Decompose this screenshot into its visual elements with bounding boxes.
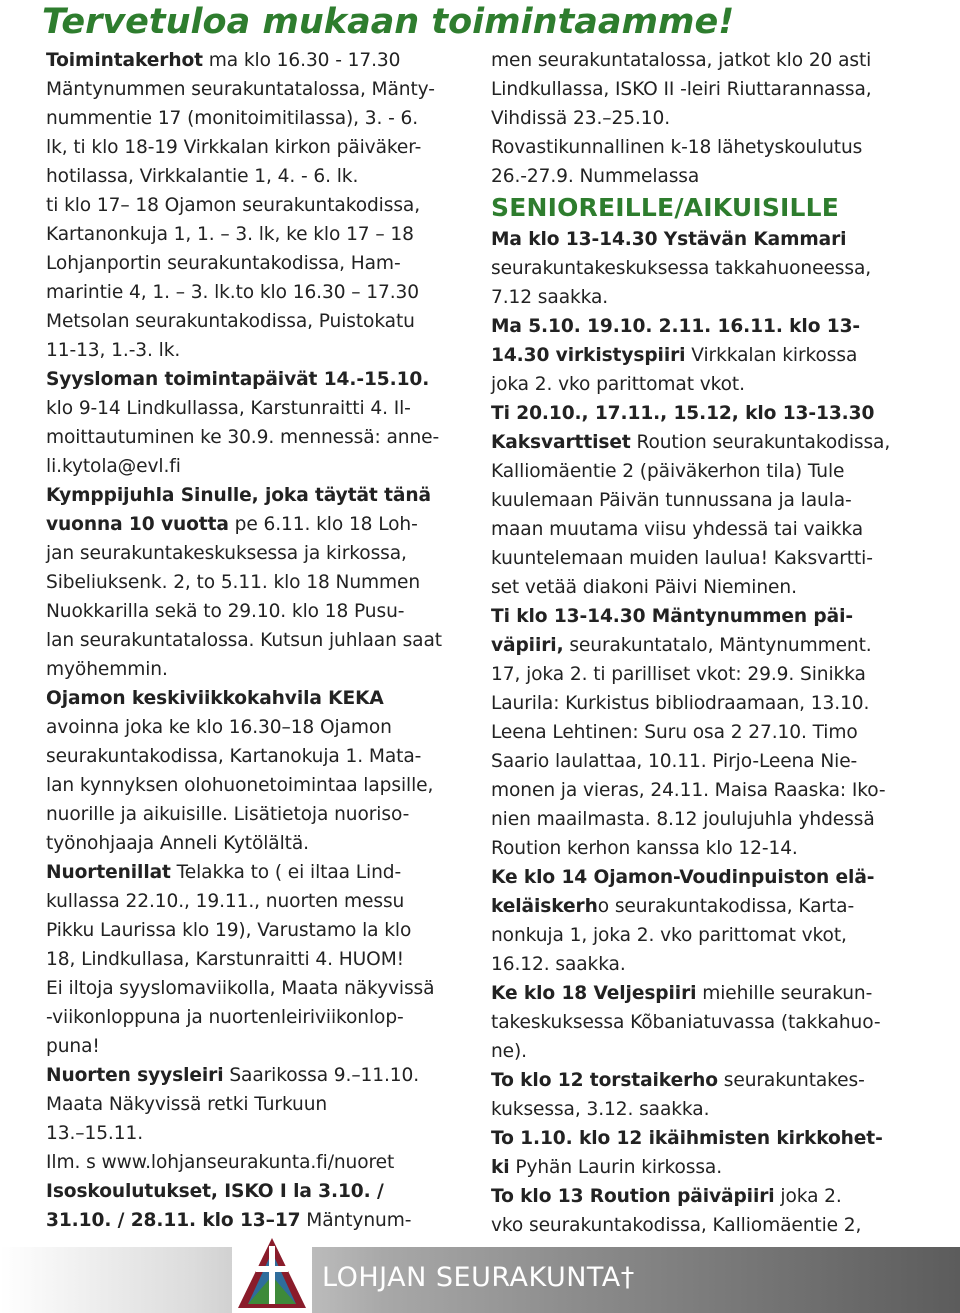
body-text: nien maailmasta. 8.12 joulujuhla yhdessä [491,809,875,830]
text-line [491,191,916,225]
text-line [491,718,916,747]
text-line [491,457,916,486]
body-text: Sibeliuksenk. 2, to 5.11. klo 18 Nummen [46,572,421,593]
text-line [491,1095,916,1124]
bold-text: Ti klo 13-14.30 Mäntynummen päi- [491,606,853,627]
body-text: ma klo 16.30 - 17.30 [202,50,401,71]
text-line [491,573,916,602]
body-text: Mäntynummen seurakuntatalossa, Mänty- [46,79,435,100]
text-line [46,568,466,597]
bold-text: 14.30 virkistyspiiri [491,345,686,366]
text-line [46,713,466,742]
body-text: Virkkalan kirkossa [685,345,858,366]
text-line [46,626,466,655]
text-line [46,858,466,887]
body-text: lan seurakuntatalossa. Kutsun juhlaan saat [46,630,442,651]
body-text: Maata Näkyvissä retki Turkuun [46,1094,328,1115]
body-text: Pikku Laurissa klo 19), Varustamo la klo [46,920,412,941]
text-line [46,191,466,220]
body-text: miehille seurakun- [696,983,873,1004]
body-text: seurakuntakeskuksessa takkahuoneessa, [491,258,872,279]
text-line [491,1211,916,1240]
body-text: Vihdissä 23.–25.10. [491,108,671,129]
bold-text: keläiskerh [491,896,598,917]
text-line [46,684,466,713]
body-text: joka 2. vko parittomat vkot. [491,374,745,395]
body-text: seurakuntakes- [717,1070,865,1091]
right-text-column [491,46,916,1240]
text-line [46,829,466,858]
bold-text: Nuortenillat [46,862,171,883]
body-text: kuuntelemaan muiden laulua! Kaksvartti- [491,548,873,569]
text-line [491,979,916,1008]
body-text: nummentie 17 (monitoimitilassa), 3. - 6. [46,108,419,129]
text-line [491,486,916,515]
body-text: Saarikossa 9.–11.10. [223,1065,420,1086]
body-text: lan kynnyksen olohuonetoimintaa lapsille, [46,775,434,796]
body-text: työnohjaaja Anneli Kytölältä. [46,833,309,854]
body-text: marintie 4, 1. – 3. lk.to klo 16.30 – 17.30 [46,282,419,303]
page-title: Tervetuloa mukaan toimintaamme! [42,2,735,42]
bold-text: Ke klo 14 Ojamon-Voudinpuiston elä- [491,867,875,888]
body-text: nuorille ja aikuisille. Lisätietoja nuoriso- [46,804,410,825]
text-line [491,544,916,573]
text-line [46,771,466,800]
text-line [46,423,466,452]
text-line [491,1008,916,1037]
text-line [46,394,466,423]
text-line [491,104,916,133]
text-line [46,452,466,481]
body-text: myöhemmin. [46,659,168,680]
bold-text: Isoskoulutukset, ISKO I la 3.10. / [46,1181,384,1202]
body-text: ti klo 17– 18 Ojamon seurakuntakodissa, [46,195,421,216]
body-text: Roution seurakuntakodissa, [630,432,891,453]
body-text: klo 9-14 Lindkullassa, Karstunraitti 4. Il- [46,398,411,419]
text-line [46,655,466,684]
text-line [46,1032,466,1061]
body-text: Saario laulattaa, 10.11. Pirjo-Leena Nie- [491,751,858,772]
bold-text: Ke klo 18 Veljespiiri [491,983,697,1004]
body-text: puna! [46,1036,100,1057]
body-text: monen ja vieras, 24.11. Maisa Raaska: Iko- [491,780,886,801]
text-line [491,631,916,660]
text-line [491,162,916,191]
text-line [46,481,466,510]
bold-text: To klo 12 torstaikerho [491,1070,718,1091]
body-text: seurakuntatalo, Mäntynumment. [563,635,872,656]
text-line [46,742,466,771]
body-text: set vetää diakoni Päivi Nieminen. [491,577,797,598]
text-line [491,75,916,104]
body-text: jan seurakuntakeskuksessa ja kirkossa, [46,543,407,564]
text-line [491,660,916,689]
text-line [491,399,916,428]
body-text: kuksessa, 3.12. saakka. [491,1099,710,1120]
text-line [46,1090,466,1119]
text-line [491,747,916,776]
body-text: avoinna joka ke klo 16.30–18 Ojamon [46,717,392,738]
body-text: Roution kerhon kanssa klo 12-14. [491,838,798,859]
body-text: 26.-27.9. Nummelassa [491,166,700,187]
body-text: Metsolan seurakuntakodissa, Puistokatu [46,311,415,332]
text-line [46,104,466,133]
text-line [46,1119,466,1148]
text-line [46,1177,466,1206]
text-line [491,428,916,457]
body-text: 11-13, 1.-3. lk. [46,340,181,361]
text-line [491,921,916,950]
bold-text: 31.10. / 28.11. klo 13–17 [46,1210,301,1231]
body-text: 16.12. saakka. [491,954,626,975]
bold-text: Ma 5.10. 19.10. 2.11. 16.11. klo 13- [491,316,861,337]
text-line [46,133,466,162]
body-text: ne). [491,1041,527,1062]
text-line [491,834,916,863]
body-text: kuulemaan Päivän tunnussana ja laula- [491,490,852,511]
text-line [491,341,916,370]
text-line [46,365,466,394]
text-line [491,133,916,162]
body-text: -viikonloppuna ja nuortenleiriviikonlop- [46,1007,404,1028]
text-line [491,254,916,283]
body-text: Rovastikunnallinen k-18 lähetyskoulutus [491,137,863,158]
body-text: nonkuja 1, joka 2. vko parittomat vkot, [491,925,847,946]
section-heading: SENIOREILLE/AIKUISILLE [491,193,840,222]
text-line [46,220,466,249]
left-text-column [46,46,466,1235]
text-line [491,312,916,341]
bold-text: Ti 20.10., 17.11., 15.12, klo 13-13.30 [491,403,875,424]
text-line [491,370,916,399]
text-line [491,1182,916,1211]
text-line [46,75,466,104]
text-line [491,602,916,631]
bold-text: Nuorten syysleiri [46,1065,224,1086]
bold-text: ki [491,1157,510,1178]
text-line [491,1066,916,1095]
body-text: 7.12 saakka. [491,287,609,308]
text-line [491,1153,916,1182]
body-text: li.kytola@evl.fi [46,456,181,477]
bold-text: To 1.10. klo 12 ikäihmisten kirkkohet- [491,1128,883,1149]
body-text: maan muutama viisu yhdessä tai vaikka [491,519,864,540]
text-line [46,307,466,336]
body-text: Pyhän Laurin kirkossa. [509,1157,723,1178]
body-text: Laurila: Kurkistus bibliodraamaan, 13.10. [491,693,870,714]
bold-text: Ojamon keskiviikkokahvila KEKA [46,688,384,709]
bold-text: Ma klo 13-14.30 Ystävän Kammari [491,229,847,250]
bold-text: Kaksvarttiset [491,432,631,453]
text-line [46,1061,466,1090]
body-text: 17, joka 2. ti parilliset vkot: 29.9. Sinikka [491,664,866,685]
body-text: Telakka to ( ei iltaa Lind- [170,862,402,883]
text-line [491,46,916,75]
text-line [491,776,916,805]
text-line [46,916,466,945]
body-text: pe 6.11. klo 18 Loh- [228,514,418,535]
body-text: Lindkullassa, ISKO II -leiri Riuttarannassa, [491,79,872,100]
text-line [491,225,916,254]
body-text: Leena Lehtinen: Suru osa 2 27.10. Timo [491,722,858,743]
body-text: takeskuksessa Kõbaniatuvassa (takkahuo- [491,1012,881,1033]
text-line [46,46,466,75]
body-text: kullassa 22.10., 19.11., nuorten messu [46,891,405,912]
text-line [46,887,466,916]
bold-text: Syysloman toimintapäivät 14.-15.10. [46,369,430,390]
body-text: Ilm. s www.lohjanseurakunta.fi/nuoret [46,1152,395,1173]
text-line [491,689,916,718]
body-text: joka 2. [774,1186,842,1207]
text-line [46,1206,466,1235]
bold-text: Kymppijuhla Sinulle, joka täytät tänä [46,485,431,506]
bold-text: To klo 13 Roution päiväpiiri [491,1186,775,1207]
body-text: Ei iltoja syyslomaviikolla, Maata näkyvissä [46,978,435,999]
text-line [46,597,466,626]
bold-text: väpiiri, [491,635,564,656]
body-text: men seurakuntatalossa, jatkot klo 20 asti [491,50,872,71]
text-line [46,539,466,568]
text-line [46,162,466,191]
text-line [491,892,916,921]
body-text: lk, ti klo 18-19 Virkkalan kirkon päiväker- [46,137,422,158]
text-line [46,1148,466,1177]
bold-text: Toimintakerhot [46,50,203,71]
body-text: seurakuntakodissa, Kartanokuja 1. Mata- [46,746,422,767]
text-line [491,1037,916,1066]
bold-text: vuonna 10 vuotta [46,514,229,535]
text-line [491,1124,916,1153]
body-text: 13.–15.11. [46,1123,144,1144]
text-line [491,863,916,892]
body-text: o seurakuntakodissa, Karta- [597,896,855,917]
text-line [491,515,916,544]
text-line [46,800,466,829]
text-line [46,249,466,278]
text-line [46,278,466,307]
body-text: vko seurakuntakodissa, Kalliomäentie 2, [491,1215,862,1236]
text-line [46,510,466,539]
body-text: Kalliomäentie 2 (päiväkerhon tila) Tule [491,461,845,482]
body-text: Kartanonkuja 1, 1. – 3. lk, ke klo 17 – 18 [46,224,414,245]
body-text: hotilassa, Virkkalantie 1, 4. - 6. lk. [46,166,359,187]
body-text: Lohjanportin seurakuntakodissa, Ham- [46,253,401,274]
footer-brand: LOHJAN SEURAKUNTA† [322,1262,635,1293]
text-line [46,336,466,365]
body-text: moittautuminen ke 30.9. mennessä: anne- [46,427,440,448]
body-text: Nuokkarilla sekä to 29.10. klo 18 Pusu- [46,601,405,622]
church-cross-logo-icon [232,1232,312,1313]
text-line [46,1003,466,1032]
text-line [46,945,466,974]
text-line [491,805,916,834]
body-text: Mäntynum- [300,1210,412,1231]
body-text: 18, Lindkullasa, Karstunraitti 4. HUOM! [46,949,404,970]
text-line [46,974,466,1003]
text-line [491,283,916,312]
text-line [491,950,916,979]
